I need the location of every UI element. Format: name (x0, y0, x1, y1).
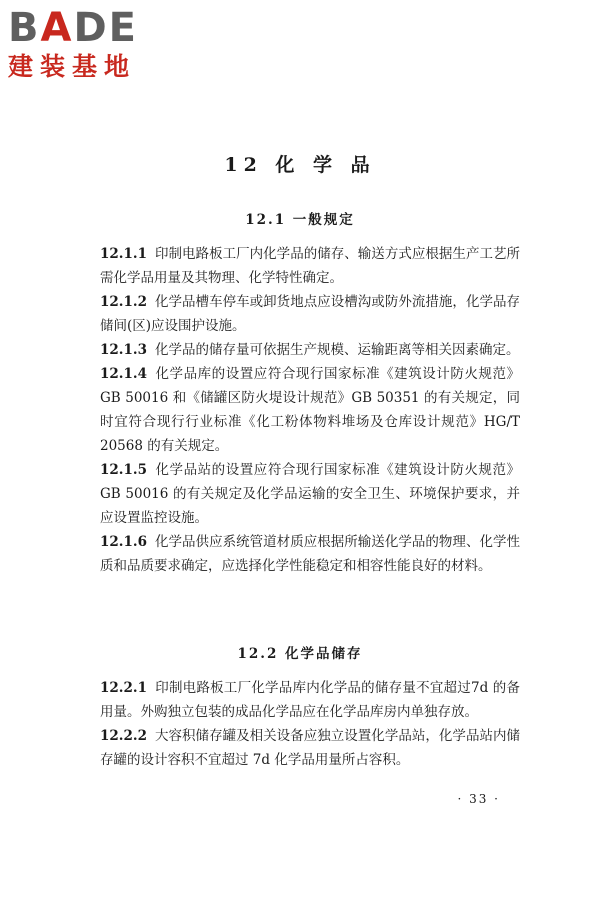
section-body-12-1 (100, 242, 520, 578)
clause-number: 12.1.5 (100, 462, 147, 478)
clause-12-2-2 (100, 724, 520, 772)
clause-text: 化学品库的设置应符合现行国家标准《建筑设计防火规范》GB 50016 和《储罐区防火堤设计规范》GB 50351 的有关规定，同时宜符合现行行业标准《化工粉体物料堆场及仓库设计规范》HG/T 20568 的有关规定。 (100, 366, 520, 454)
section-title-12-2: 12.2 化学品储存 (237, 646, 363, 662)
clause-12-2-1 (100, 676, 520, 724)
clause-12-1-6 (100, 530, 520, 578)
clause-number: 12.1.1 (100, 246, 147, 262)
clause-12-1-5 (100, 458, 520, 530)
clause-number: 12.1.3 (100, 342, 147, 358)
clause-text: 印制电路板工厂化学品库内化学品的储存量不宜超过7d 的备用量。外购独立包装的成品化学品应在化学品库房内单独存放。 (100, 680, 520, 720)
chapter-title: 12 化 学 品 (224, 154, 376, 176)
clause-12-1-2 (100, 290, 520, 338)
clause-number: 12.2.1 (100, 680, 147, 696)
clause-text: 印制电路板工厂内化学品的储存、输送方式应根据生产工艺所需化学品用量及其物理、化学特性确定。 (100, 246, 520, 286)
clause-text: 化学品站的设置应符合现行国家标准《建筑设计防火规范》GB 50016 的有关规定及化学品运输的安全卫生、环境保护要求，并应设置监控设施。 (100, 462, 520, 526)
bade-logo (8, 6, 178, 82)
clause-12-1-4 (100, 362, 520, 458)
clause-text: 大容积储存罐及相关设备应独立设置化学品站，化学品站内储存罐的设计容积不宜超过 7d 化学品用量所占容积。 (100, 728, 520, 768)
logo-letter-a: A (40, 5, 74, 51)
clause-12-1-1 (100, 242, 520, 290)
clause-text: 化学品槽车停车或卸货地点应设槽沟或防外流措施，化学品存储间(区)应设围护设施。 (100, 294, 520, 334)
clause-number: 12.1.2 (100, 294, 147, 310)
clause-12-1-3 (100, 338, 520, 362)
clause-number: 12.1.6 (100, 534, 147, 550)
section-title-12-1: 12.1 一般规定 (245, 212, 355, 228)
logo-letter-b: B (8, 5, 41, 51)
clause-number: 12.2.2 (100, 728, 147, 744)
logo-letters-de: DE (73, 5, 138, 51)
clause-text: 化学品的储存量可依据生产规模、运输距离等相关因素确定。 (154, 342, 520, 358)
clause-text: 化学品供应系统管道材质应根据所输送化学品的物理、化学性质和品质要求确定，应选择化学性能稳定和相容性能良好的材料。 (100, 534, 520, 574)
logo-subtitle: 建装基地 (8, 52, 137, 81)
section-body-12-2 (100, 676, 520, 772)
logo-wordmark (8, 6, 178, 50)
clause-number: 12.1.4 (100, 366, 147, 382)
page-number: · 33 · (457, 792, 500, 806)
